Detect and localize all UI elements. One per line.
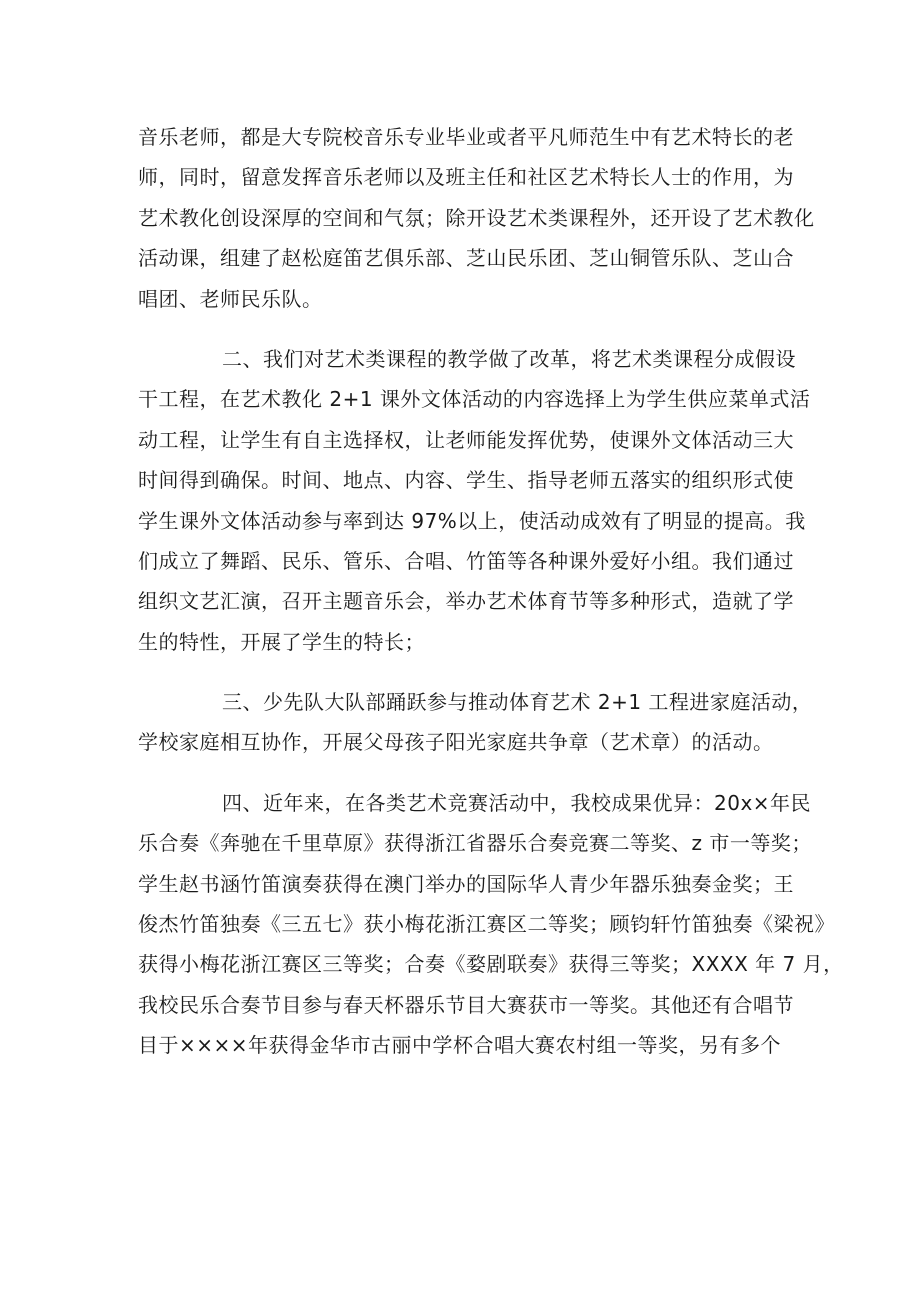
text-line: 获得小梅花浙江赛区三等奖；合奏《婺剧联奏》获得三等奖；XXXX 年 7 月， <box>138 952 844 977</box>
text-line: 们成立了舞蹈、民乐、管乐、合唱、竹笛等各种课外爱好小组。我们通过 <box>138 548 794 573</box>
text-line: 组织文艺汇演，召开主题音乐会，举办艺术体育节等多种形式，造就了学 <box>138 589 794 614</box>
text-line: 我校民乐合奏节目参与春天杯器乐节目大赛获市一等奖。其他还有合唱节 <box>138 992 794 1017</box>
paragraph-1 <box>138 117 815 319</box>
text-line: 生的特性，开展了学生的特长； <box>138 629 425 654</box>
text-line: 三、少先队大队部踊跃参与推动体育艺术 2+1 工程进家庭活动， <box>222 690 813 715</box>
text-line: 学生赵书涵竹笛演奏获得在澳门举办的国际华人青少年器乐独奏金奖；王 <box>138 871 794 896</box>
text-line: 二、我们对艺术类课程的教学做了改革，将艺术类课程分成假设 <box>222 346 796 371</box>
document-body <box>138 117 844 1066</box>
paragraph-spacer <box>138 763 788 783</box>
text-line: 音乐老师，都是大专院校音乐专业毕业或者平凡师范生中有艺术特长的老 <box>138 125 794 149</box>
text-line: 动工程，让学生有自主选择权，让老师能发挥优势，使课外文体活动三大 <box>138 427 794 452</box>
text-line: 目于××××年获得金华市古丽中学杯合唱大赛农村组一等奖，另有多个 <box>138 1033 782 1058</box>
text-line: 乐合奏《奔驰在千里草原》获得浙江省器乐合奏竞赛二等奖、z 市一等奖； <box>138 831 812 856</box>
text-line: 学生课外文体活动参与率到达 97%以上，使活动成效有了明显的提高。我 <box>138 508 806 533</box>
text-line: 艺术教化创设深厚的空间和气氛；除开设艺术类课程外，还开设了艺术教化 <box>138 205 815 230</box>
text-line: 四、近年来，在各类艺术竞赛活动中，我校成果优异：20x×年民 <box>222 790 812 815</box>
text-line: 学校家庭相互协作，开展父母孩子阳光家庭共争章（艺术章）的活动。 <box>138 730 774 755</box>
text-line: 干工程，在艺术教化 2+1 课外文体活动的内容选择上为学生供应菜单式活 <box>138 387 811 412</box>
paragraph-spacer <box>138 662 788 682</box>
text-line: 时间得到确保。时间、地点、内容、学生、指导老师五落实的组织形式使 <box>138 468 794 493</box>
paragraph-4 <box>138 783 844 1066</box>
text-line: 师，同时，留意发挥音乐老师以及班主任和社区艺术特长人士的作用，为 <box>138 165 794 190</box>
paragraph-spacer <box>138 319 788 339</box>
paragraph-2 <box>138 339 811 662</box>
text-line: 俊杰竹笛独奏《三五七》获小梅花浙江赛区二等奖；顾钧轩竹笛独奏《梁祝》 <box>138 912 835 937</box>
paragraph-3 <box>138 682 813 763</box>
text-line: 活动课，组建了赵松庭笛艺俱乐部、芝山民乐团、芝山铜管乐队、芝山合 <box>138 246 794 271</box>
text-line: 唱团、老师民乐队。 <box>138 286 323 311</box>
